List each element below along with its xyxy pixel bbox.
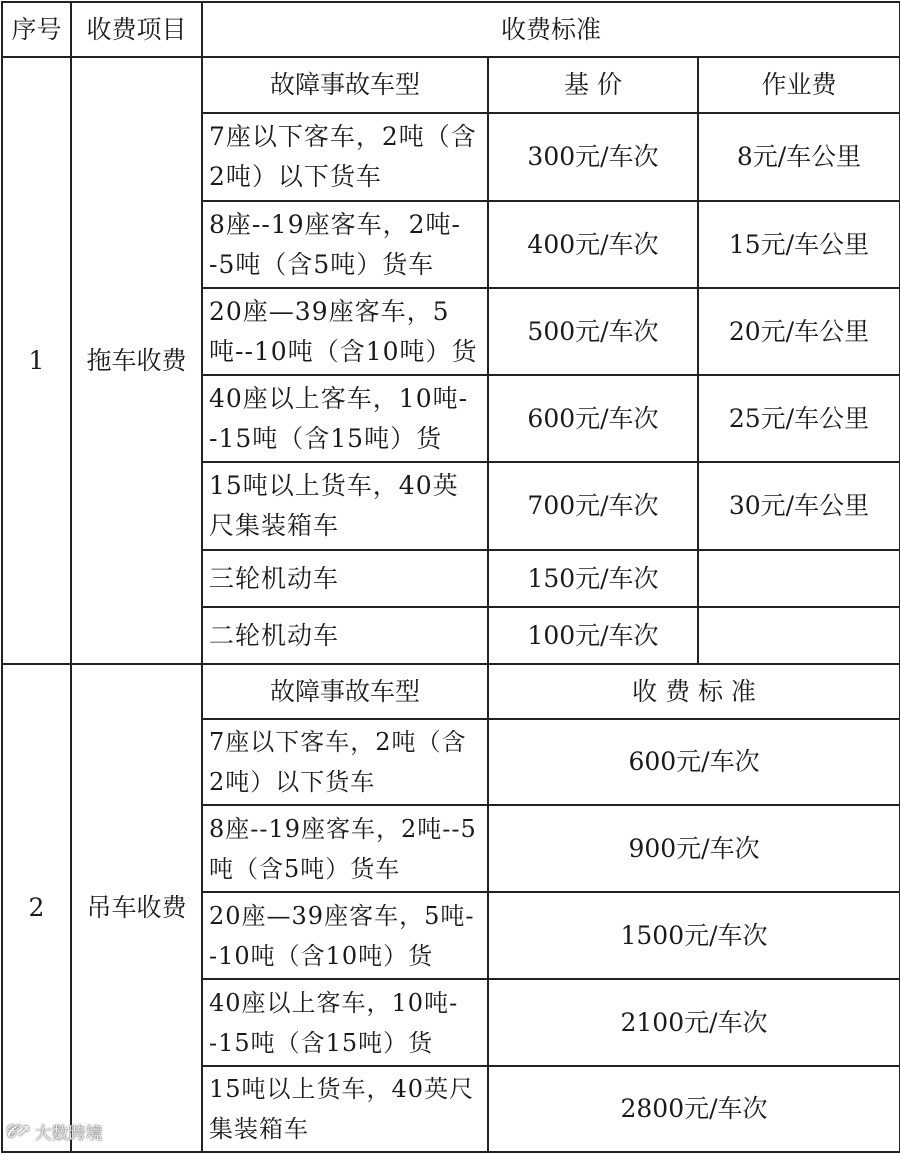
header-standard: 收费标准 (202, 2, 900, 57)
fee-table (1, 1, 900, 1153)
vehicle-type: 7座以下客车，2吨（含2吨）以下货车 (202, 719, 488, 805)
base-fee: 600元/车次 (488, 375, 698, 462)
towing-subheader-type: 故障事故车型 (202, 57, 488, 113)
header-row (2, 2, 900, 57)
crane-fee: 1500元/车次 (488, 892, 900, 979)
vehicle-type: 20座—39座客车，5吨--10吨（含10吨）货 (202, 288, 488, 375)
vehicle-type: 20座—39座客车，5吨--10吨（含10吨）货 (202, 892, 488, 979)
crane-fee: 2800元/车次 (488, 1066, 900, 1152)
header-seq: 序号 (2, 2, 71, 57)
crane-fee: 600元/车次 (488, 719, 900, 805)
watermark-text: 大数跨境 (34, 1124, 103, 1144)
crane-seq: 2 (2, 664, 71, 1152)
operation-fee: 20元/车公里 (698, 288, 900, 375)
towing-subheader-operation: 作业费 (698, 57, 900, 113)
towing-subheader-base: 基 价 (488, 57, 698, 113)
operation-fee: 25元/车公里 (698, 375, 900, 462)
crane-fee: 2100元/车次 (488, 979, 900, 1066)
base-fee: 100元/车次 (488, 607, 698, 664)
operation-fee: 30元/车公里 (698, 462, 900, 550)
towing-seq: 1 (2, 57, 71, 664)
base-fee: 400元/车次 (488, 201, 698, 288)
vehicle-type: 8座--19座客车，2吨--5吨（含5吨）货车 (202, 805, 488, 892)
base-fee: 700元/车次 (488, 462, 698, 550)
base-fee: 300元/车次 (488, 113, 698, 201)
watermark-logo-icon: 𝒞↗ (4, 1121, 31, 1142)
vehicle-type: 15吨以上货车，40英尺集装箱车 (202, 1066, 488, 1152)
crane-fee: 900元/车次 (488, 805, 900, 892)
watermark (4, 1119, 103, 1144)
operation-fee: 8元/车公里 (698, 113, 900, 201)
crane-subheader-type: 故障事故车型 (202, 664, 488, 719)
vehicle-type: 三轮机动车 (202, 550, 488, 607)
crane-subheader-row (2, 664, 900, 719)
base-fee: 150元/车次 (488, 550, 698, 607)
operation-fee (698, 607, 900, 664)
base-fee: 500元/车次 (488, 288, 698, 375)
crane-subheader-standard: 收 费 标 准 (488, 664, 900, 719)
vehicle-type: 40座以上客车，10吨--15吨（含15吨）货 (202, 979, 488, 1066)
vehicle-type: 15吨以上货车，40英尺集装箱车 (202, 462, 488, 550)
towing-subheader-row (2, 57, 900, 113)
crane-item: 吊车收费 (71, 664, 202, 1152)
vehicle-type: 二轮机动车 (202, 607, 488, 664)
operation-fee (698, 550, 900, 607)
vehicle-type: 40座以上客车，10吨--15吨（含15吨）货 (202, 375, 488, 462)
vehicle-type: 7座以下客车，2吨（含2吨）以下货车 (202, 113, 488, 201)
towing-item: 拖车收费 (71, 57, 202, 664)
operation-fee: 15元/车公里 (698, 201, 900, 288)
vehicle-type: 8座--19座客车，2吨--5吨（含5吨）货车 (202, 201, 488, 288)
header-item: 收费项目 (71, 2, 202, 57)
